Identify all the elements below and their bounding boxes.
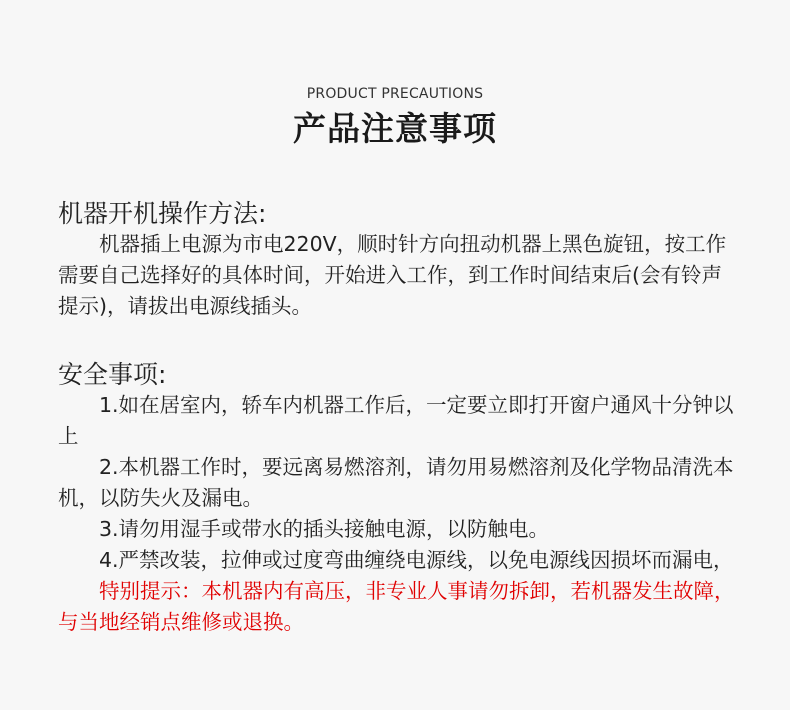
safety-item-1: 1.如在居室内，轿车内机器工作后，一定要立即打开窗户通风十分钟以上 xyxy=(58,393,734,448)
page-title: 产品注意事项 xyxy=(293,109,497,148)
safety-warning: 特别提示：本机器内有高压，非专业人事请勿拆卸，若机器发生故障，与当地经销点维修或退换。 xyxy=(58,579,735,634)
safety-section xyxy=(58,358,738,638)
operation-section xyxy=(58,197,738,322)
operation-heading: 机器开机操作方法: xyxy=(58,199,267,228)
safety-item-2: 2.本机器工作时，要远离易燃溶剂，请勿用易燃溶剂及化学物品清洗本机，以防失火及漏电。 xyxy=(58,455,734,510)
safety-item-3: 3.请勿用湿手或带水的插头接触电源，以防触电。 xyxy=(99,517,550,541)
safety-heading: 安全事项: xyxy=(58,360,167,389)
page-subtitle: PRODUCT PRECAUTIONS xyxy=(306,86,484,102)
safety-item-4: 4.严禁改装，拉伸或过度弯曲缠绕电源线，以免电源线因损坏而漏电， xyxy=(99,548,734,572)
operation-paragraph: 机器插上电源为市电220V，顺时针方向扭动机器上黑色旋钮，按工作需要自己选择好的具体时间，开始进入工作，到工作时间结束后(会有铃声提示)，请拔出电源线插头。 xyxy=(58,232,727,318)
